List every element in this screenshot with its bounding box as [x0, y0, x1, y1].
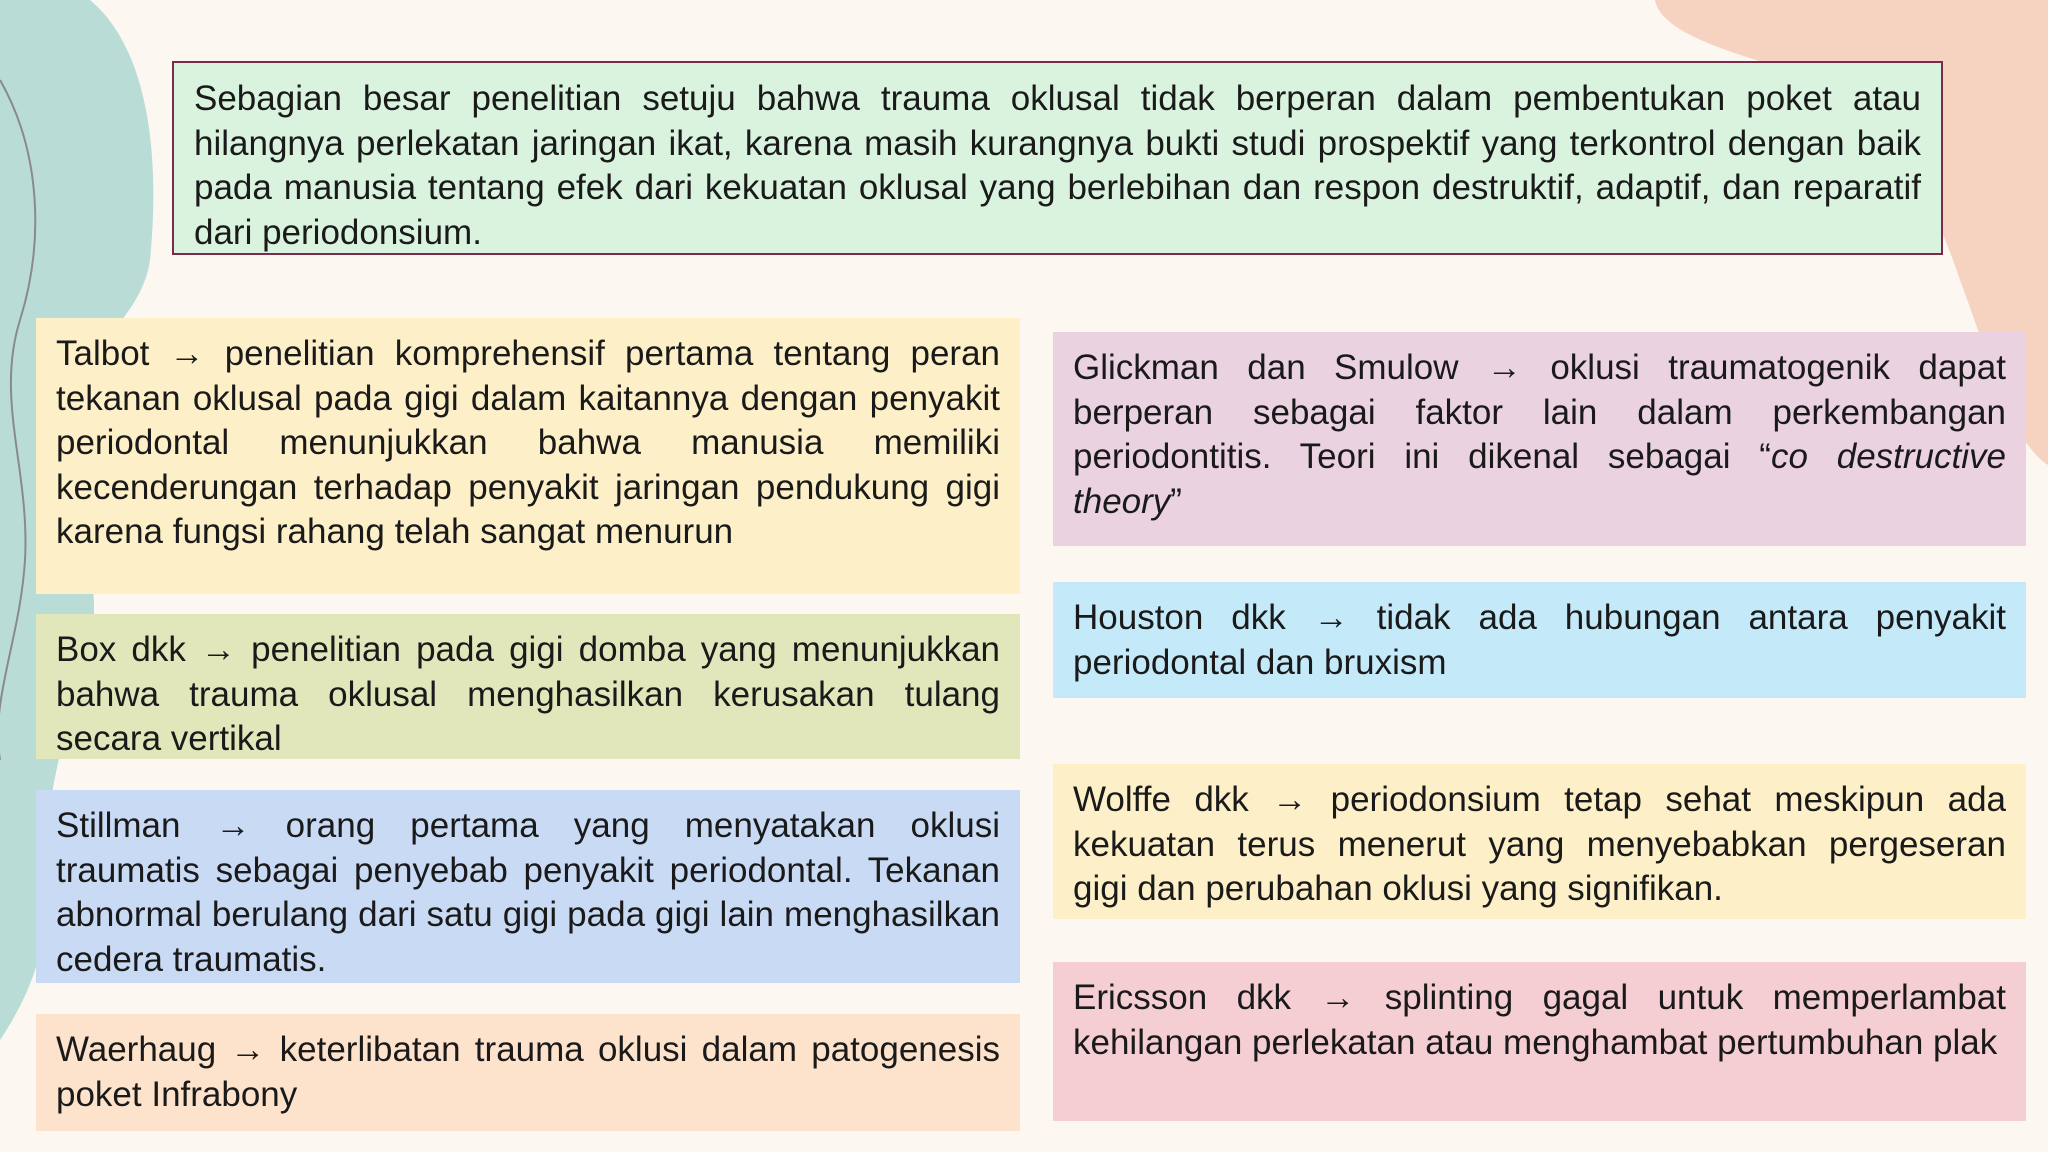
houston-box: [1053, 582, 2026, 698]
box-dkk-box: [36, 614, 1020, 759]
glickman-text-close: ”: [1170, 481, 1182, 521]
stillman-text: Stillman → orang pertama yang menyatakan oklusi traumatis sebagai penyebab penyakit periodontal. Tekanan abnormal berulang dari satu gigi pada gigi lain menghasilkan cedera traumatis.: [56, 806, 1000, 979]
glickman-text-italic: co destructive theory: [1073, 437, 2006, 521]
intro-text: Sebagian besar penelitian setuju bahwa trauma oklusal tidak berperan dalam pembentukan poket atau hilangnya perlekatan jaringan ikat, karena masih kurangnya bukti studi prospektif yang terkontrol dengan baik pada manusia tentang efek dari kekuatan oklusal yang berlebihan dan respon destruktif, adaptif, dan reparatif dari periodonsium.: [194, 79, 1921, 252]
ericsson-box: [1053, 962, 2026, 1121]
ericsson-text: Ericsson dkk → splinting gagal untuk memperlambat kehilangan perlekatan atau menghambat pertumbuhan plak: [1073, 978, 2006, 1062]
wolffe-box: [1053, 764, 2026, 919]
houston-text: Houston dkk → tidak ada hubungan antara penyakit periodontal dan bruxism: [1073, 598, 2006, 682]
box-dkk-text: Box dkk → penelitian pada gigi domba yang menunjukkan bahwa trauma oklusal menghasilkan kerusakan tulang secara vertikal: [56, 630, 1000, 758]
glickman-box: [1053, 332, 2026, 546]
waerhaug-box: [36, 1014, 1020, 1131]
wolffe-text: Wolffe dkk → periodonsium tetap sehat meskipun ada kekuatan terus menerut yang menyebabkan pergeseran gigi dan perubahan oklusi yang signifikan.: [1073, 780, 2006, 908]
glickman-text-main: Glickman dan Smulow → oklusi traumatogenik dapat berperan sebagai faktor lain dalam perkembangan periodontitis. Teori ini dikenal sebagai “: [1073, 348, 2006, 476]
stillman-box: [36, 790, 1020, 983]
talbot-box: [36, 318, 1020, 594]
intro-text-box: [172, 61, 1943, 255]
glickman-text: [1073, 346, 2006, 524]
talbot-text: Talbot → penelitian komprehensif pertama tentang peran tekanan oklusal pada gigi dalam kaitannya dengan penyakit periodontal menunjukkan bahwa manusia memiliki kecenderungan terhadap penyakit jaringan pendukung gigi karena fungsi rahang telah sangat menurun: [56, 334, 1000, 551]
waerhaug-text: Waerhaug → keterlibatan trauma oklusi dalam patogenesis poket Infrabony: [56, 1030, 1000, 1114]
